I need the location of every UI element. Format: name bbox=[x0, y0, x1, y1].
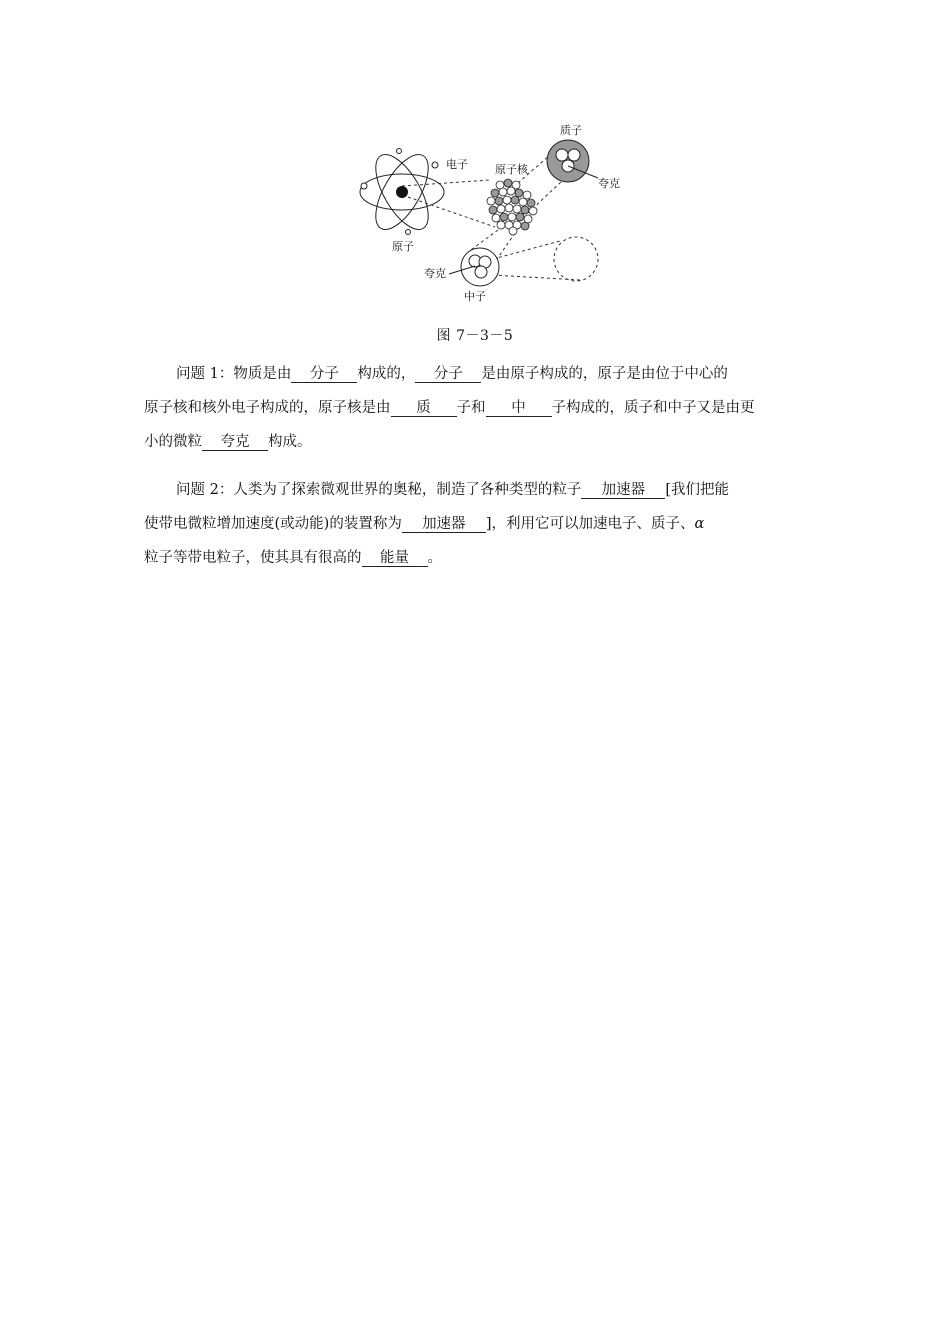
q2-line-3 bbox=[144, 541, 810, 575]
q2-text-1: [我们把能 bbox=[665, 482, 730, 498]
q1-text-7: 构成。 bbox=[268, 434, 312, 450]
q1-answer-5: 夸克 bbox=[202, 434, 268, 451]
q2-line-2 bbox=[144, 507, 810, 541]
q1-text-3: 原子核和核外电子构成的，原子核是由 bbox=[144, 400, 391, 416]
q2-answer-3: 能量 bbox=[362, 550, 428, 567]
q1-line-1 bbox=[144, 357, 810, 391]
q2-text-5: 。 bbox=[427, 550, 442, 566]
q1-answer-3: 质 bbox=[391, 400, 457, 417]
quark-label-bottom: 夸克 bbox=[424, 267, 446, 280]
q1-text-5: 子构成的，质子和中子又是由更 bbox=[551, 400, 755, 416]
neutron-illustration bbox=[449, 248, 499, 286]
q1-text-1: 构成的， bbox=[357, 366, 416, 382]
q1-line-2 bbox=[144, 391, 810, 425]
atom-structure-figure bbox=[350, 115, 630, 315]
question-1 bbox=[144, 357, 810, 459]
q1-text-2: 是由原子构成的，原子是由位于中心的 bbox=[481, 366, 728, 382]
alpha-symbol: α bbox=[694, 516, 705, 532]
nucleus-label: 原子核 bbox=[495, 163, 528, 176]
q1-line-3 bbox=[144, 425, 810, 459]
q2-text-3: ]，利用它可以加速电子、质子、 bbox=[485, 516, 695, 532]
neutron-label: 中子 bbox=[464, 290, 486, 303]
q2-text-4: 粒子等带电粒子，使其具有很高的 bbox=[144, 550, 362, 566]
atom-core-dot bbox=[396, 186, 408, 198]
quark-label-top: 夸克 bbox=[598, 177, 620, 190]
q2-line-1 bbox=[144, 473, 810, 507]
atom-label: 原子 bbox=[392, 240, 414, 253]
q1-answer-1: 分子 bbox=[291, 366, 357, 383]
q1-text-4: 子和 bbox=[456, 400, 486, 416]
atom-structure-diagram bbox=[350, 115, 630, 315]
q1-answer-4: 中 bbox=[486, 400, 552, 417]
q2-prefix: 问题 2：人类为了探索微观世界的奥秘，制造了各种类型的粒子 bbox=[176, 482, 582, 498]
q2-text-2: 使带电微粒增加速度(或动能)的装置称为 bbox=[144, 516, 402, 532]
q2-answer-1: 加速器 bbox=[581, 482, 665, 499]
q1-answer-2: 分子 bbox=[415, 366, 481, 383]
q2-answer-2: 加速器 bbox=[402, 516, 486, 533]
q1-prefix: 问题 1：物质是由 bbox=[176, 366, 292, 382]
proton-label: 质子 bbox=[560, 124, 582, 137]
figure-caption: 图 7－3－5 bbox=[436, 328, 514, 344]
electron-label: 电子 bbox=[446, 158, 468, 171]
q1-text-6: 小的微粒 bbox=[144, 434, 202, 450]
question-2 bbox=[144, 473, 810, 575]
proton-illustration bbox=[547, 140, 598, 182]
